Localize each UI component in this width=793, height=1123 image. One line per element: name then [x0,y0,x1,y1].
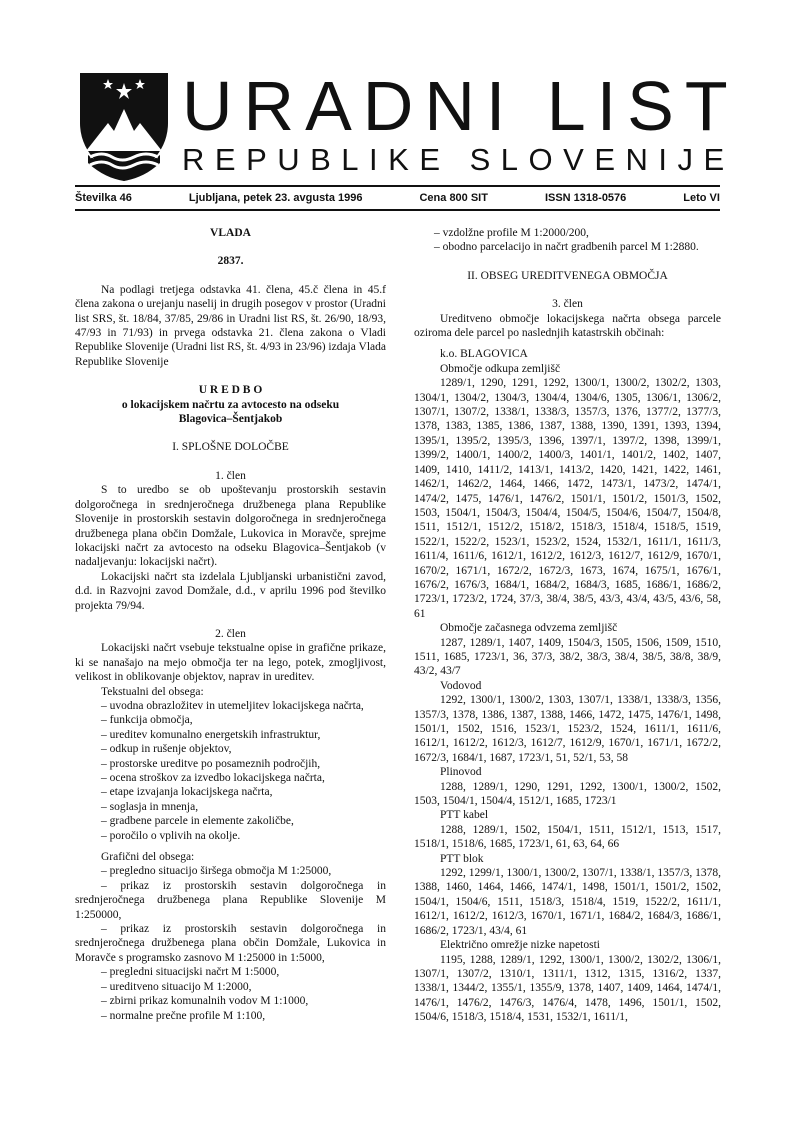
list-item: – ureditveno situacijo M 1:2000, [101,980,252,993]
decree-title: U R E D B O [198,384,263,397]
list-item: – normalne prečne profile M 1:100, [101,1009,266,1022]
parcel-list: 1288, 1289/1, 1502, 1504/1, 1511, 1512/1, 1513, 1517, 1518/1, 1518/6, 1685, 1723/1, 61, 63, 64, 66 [414,823,721,851]
issue-date: Ljubljana, petek 23. avgusta 1996 [188,192,363,204]
parcel-group [414,808,721,851]
list-item: – prikaz iz prostorskih sestavin dolgoročnega in srednjeročnega družbenega plana Republike Slovenije M 1:250000, [75,879,386,921]
parcel-group-label: PTT blok [440,852,484,865]
section-heading: VLADA [210,227,251,239]
parcel-group [414,679,721,765]
article-paragraph: Ureditveno območje lokacijskega načrta obsega parcele oziroma dele parcel po naslednjih katastrskih občinah: [414,312,721,340]
text-part-list [75,699,386,843]
list-item: – vzdolžne profile M 1:2000/200, [434,227,589,239]
article-paragraph: Lokacijski načrt vsebuje tekstualne opise in grafične prikaze, ki se nanašajo na mejo območja ter na lego, potek, zmogljivost, velikost in oblikovanje objektov, naprav in ureditev. [75,642,386,684]
decree-subtitle-line1: o lokacijskem načrtu za avtocesto na odseku [121,398,340,411]
parcel-group-label: PTT kabel [440,809,489,822]
issue-year: Leto VI [683,192,720,204]
parcel-list: 1288, 1289/1, 1290, 1291, 1292, 1300/1, 1300/2, 1502, 1503, 1504/1, 1504/4, 1512/1, 1685, 1723/1 [414,780,721,808]
header-rule-top [75,185,720,187]
list-item: – ocena stroškov za izvedbo lokacijskega načrta, [101,772,325,784]
list-item: – etape izvajanja lokacijskega načrta, [101,786,273,799]
slovenian-coat-of-arms-icon [78,71,170,183]
list-item: – pregledno situacijo širšega območja M 1:25000, [101,865,332,878]
preamble: Na podlagi tretjega odstavka 41. člena, 45.č člena in 45.f člena zakona o urejanju naselij in drugih posegov v prostor (Uradni list SRS, št. 18/84, 37/85, 29/86 in Uradni list RS, št. 26/90, 18/93, 47/93 in 71/93) in prvega odstavka 21. člena zakona o Vladi Republike Slovenije (Uradni list RS, št. 4/93 in 23/96) izdaja Vlada Republike Slovenije [75,283,386,368]
article-heading: 2. člen [215,627,246,640]
list-item: – gradbene parcele in elemente zakoličbe, [101,815,294,828]
left-column [75,226,386,1023]
parcel-group [414,938,721,1024]
list-heading: Tekstualni del obsega: [101,685,204,698]
article-paragraph: S to uredbo se ob upoštevanju prostorskih sestavin dolgoročnega in srednjeročnega družbenega plana Republike Slovenije in prostorskih sestavin dolgoročnega in srednjeročnega družbenega plana občin Domžale, Lukovica in Moravče, sprejme lokacijski načrt za avtocesto na odseku Blagovica–Šentjakob (v nadaljevanju: lokacijski načrt). [75,484,386,569]
chapter-heading: II. OBSEG UREDITVENEGA OBMOČJA [467,269,668,282]
article-heading: 3. člen [552,298,583,311]
parcel-group-label: Plinovod [440,766,482,779]
parcel-list: 1292, 1300/1, 1300/2, 1303, 1307/1, 1338/1, 1338/3, 1356, 1357/3, 1378, 1386, 1387, 1388, 1466, 1472, 1475, 1476/1, 1498, 1501/1, 1502, 1516, 1523/1, 1523/2, 1524, 1611/1, 1611/6, 1612/1, 1612/2, 1612/3, 1612/7, 1612/9, 1670/1, 1671/1, 1672/2, 1672/3, 1684/1, 1687, 1723/1, 51, 52/1, 53, 58 [414,694,721,764]
list-heading: Grafični del obsega: [101,851,195,864]
list-item: – poročilo o vplivih na okolje. [101,829,241,842]
issue-price: Cena 800 SIT [419,192,488,204]
decree-subtitle-line2: Blagovica–Šentjakob [178,413,283,426]
parcel-group [414,621,721,679]
parcel-group-label: Vodovod [440,679,482,692]
parcel-list: 1195, 1288, 1289/1, 1292, 1300/1, 1300/2, 1302/2, 1306/1, 1307/1, 1307/2, 1310/1, 1311/1, 1312, 1315, 1316/2, 1337, 1338/1, 1344/2, 1355/1, 1355/9, 1378, 1407, 1409, 1464, 1474/1, 1476/1, 1476/2, 1476/3, 1476/4, 1478, 1496, 1501/1, 1502, 1504/6, 1518/3, 1518/4, 1531, 1532/1, 1611/1, [414,953,721,1024]
masthead-title: URADNI LIST [182,67,739,145]
list-item: – uvodna obrazložitev in utemeljitev lokacijskega načrta, [101,699,364,712]
list-item: – prikaz iz prostorskih sestavin dolgoročnega in srednjeročnega družbenega plana občin Domžale, Lukovica in Moravče s programsko zasnovo M 1:25000 in 1:5000, [75,923,386,964]
header-rule-bottom [75,209,720,211]
list-item: – pregledni situacijski načrt M 1:5000, [101,966,280,979]
parcel-group [414,852,721,938]
list-item: – funkcija območja, [101,714,193,727]
article-paragraph: Lokacijski načrt sta izdelala Ljubljanski urbanistični zavod, d.d. in Razvojni zavod Domžale, d.d., v aprilu 1996 pod številko projekta 79/94. [75,570,386,612]
list-item: – ureditev komunalno energetskih infrastruktur, [101,728,321,741]
parcel-list: 1289/1, 1290, 1291, 1292, 1300/1, 1300/2, 1302/2, 1303, 1304/1, 1304/2, 1304/3, 1304/4, 1304/6, 1305, 1306/1, 1306/2, 1307/1, 1307/2, 1338/1, 1338/3, 1357/3, 1376, 1377/2, 1377/3, 1378, 1383, 1385, 1386, 1387, 1388, 1390, 1391, 1393, 1394, 1395/1, 1395/2, 1395/3, 1396, 1397/1, 1397/2, 1398, 1399/1, 1399/2, 1400/1, 1400/2, 1400/3, 1401/1, 1401/2, 1402, 1407, 1409, 1410, 1411/2, 1413/1, 1413/2, 1420, 1421, 1422, 1461, 1462/1, 1462/2, 1464, 1466, 1472, 1473/1, 1473/2, 1474/1, 1474/2, 1475, 1476/1, 1476/2, 1501/1, 1501/2, 1501/3, 1502, 1503, 1504/1, 1504/3, 1504/4, 1504/5, 1504/6, 1504/7, 1504/8, 1511, 1512/1, 1512/2, 1518/2, 1518/3, 1518/4, 1518/5, 1519, 1522/1, 1522/2, 1523/1, 1523/2, 1524, 1532/1, 1611/1, 1611/3, 1611/4, 1611/6, 1612/1, 1612/2, 1612/3, 1612/7, 1612/9, 1670/1, 1670/2, 1671/1, 1672/2, 1672/3, 1673, 1674, 1675/1, 1676/1, 1676/2, 1676/3, 1684/1, 1684/2, 1684/3, 1685, 1686/1, 1686/2, 1723/1, 1723/2, 1724, 37/3, 38/4, 38/5, 43/3, 43/4, 43/5, 43/6, 58, 61 [414,377,721,620]
document-number: 2837. [217,255,244,268]
issue-info-bar [75,190,720,206]
parcel-list: 1287, 1289/1, 1407, 1409, 1504/3, 1505, 1506, 1509, 1510, 1511, 1685, 1723/1, 36, 37/3, 38/2, 38/3, 38/4, 38/5, 38/8, 38/9, 43/2, 43/7 [414,636,721,678]
issue-number: Številka 46 [75,192,132,204]
list-item: – zbirni prikaz komunalnih vodov M 1:1000, [101,995,309,1008]
masthead-subtitle: REPUBLIKE SLOVENIJE [182,142,735,177]
list-item: – prostorske ureditve po posameznih področjih, [101,757,321,770]
right-column [414,226,721,1025]
graphic-part-list [75,864,386,1022]
parcel-group-label: Električno omrežje nizke napetosti [440,939,600,952]
list-item: – obodno parcelacijo in načrt gradbenih parcel M 1:2880. [434,241,699,254]
parcel-group-label: Območje odkupa zemljišč [440,362,561,375]
chapter-heading: I. SPLOŠNE DOLOČBE [172,441,289,454]
article-heading: 1. člen [215,469,246,482]
parcel-group [414,765,721,808]
parcel-list: 1292, 1299/1, 1300/1, 1300/2, 1307/1, 1338/1, 1357/3, 1378, 1388, 1460, 1464, 1466, 1474/1, 1498, 1501/1, 1501/2, 1502, 1504/1, 1504/6, 1511, 1518/3, 1518/4, 1519, 1522/2, 1611/1, 1612/1, 1612/2, 1612/3, 1670/1, 1671/1, 1684/2, 1684/3, 1686/1, 1686/2, 1723/1, 43/4, 61 [414,867,721,937]
masthead [78,67,739,183]
parcel-group [414,362,721,621]
parcel-group-label: Območje začasnega odvzema zemljišč [440,622,618,635]
list-item: – soglasja in mnenja, [101,800,199,813]
list-item: – odkup in rušenje objektov, [101,743,232,756]
issue-issn: ISSN 1318-0576 [544,192,627,204]
cadastral-municipality: k.o. BLAGOVICA [440,348,528,361]
